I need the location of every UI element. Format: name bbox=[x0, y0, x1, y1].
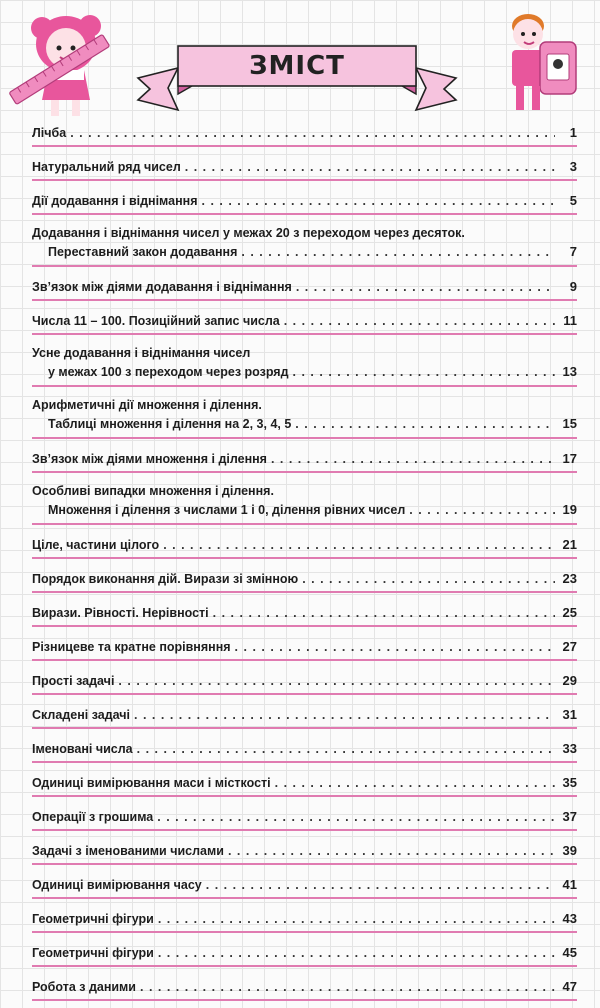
leader-dots bbox=[185, 157, 555, 178]
toc-title: Вирази. Рівності. Нерівності bbox=[32, 606, 209, 620]
toc-page-number: 43 bbox=[562, 911, 577, 926]
toc-page-number: 41 bbox=[562, 877, 577, 892]
toc-title: Операції з грошима bbox=[32, 810, 154, 824]
toc-row bbox=[32, 974, 577, 1001]
leader-dots bbox=[137, 739, 555, 760]
toc-row bbox=[32, 274, 577, 301]
toc-title-line1: Додавання і віднімання чисел у межах 20 з переходом через десяток. bbox=[32, 226, 465, 240]
toc-title: Різницеве та кратне порівняння bbox=[32, 640, 231, 654]
toc-row bbox=[32, 770, 577, 797]
toc-row bbox=[32, 154, 577, 181]
toc-title: Геометричні фігури bbox=[32, 946, 154, 960]
toc-title: Зв’язок між діями множення і ділення bbox=[32, 452, 267, 466]
leader-dots bbox=[118, 671, 555, 692]
toc-title: Ціле, частини цілого bbox=[32, 538, 160, 552]
toc-title: Натуральний ряд чисел bbox=[32, 160, 181, 174]
leader-dots bbox=[241, 243, 555, 261]
toc-row bbox=[32, 342, 577, 387]
toc-page-number: 33 bbox=[562, 741, 577, 756]
toc-page-number: 13 bbox=[562, 364, 577, 379]
leader-dots bbox=[271, 449, 555, 470]
leader-dots bbox=[296, 277, 555, 298]
toc-title: Одиниці вимірювання маси і місткості bbox=[32, 776, 271, 790]
toc-row bbox=[32, 668, 577, 695]
toc-page-number: 11 bbox=[563, 313, 577, 328]
leader-dots bbox=[213, 603, 555, 624]
leader-dots bbox=[202, 191, 556, 212]
toc-page-number: 27 bbox=[562, 639, 577, 654]
toc-page-number: 31 bbox=[562, 707, 577, 722]
leader-dots bbox=[134, 705, 555, 726]
leader-dots bbox=[409, 501, 555, 519]
toc-row bbox=[32, 566, 577, 593]
toc-title: Дії додавання і віднімання bbox=[32, 194, 198, 208]
toc-title: Геометричні фігури bbox=[32, 912, 154, 926]
leader-dots bbox=[157, 807, 555, 828]
toc-page-number: 15 bbox=[562, 416, 577, 431]
toc-row bbox=[32, 702, 577, 729]
toc-title-line2: у межах 100 з переходом через розряд bbox=[48, 365, 289, 379]
leader-dots bbox=[140, 977, 555, 998]
toc-row bbox=[32, 480, 577, 525]
leader-dots bbox=[228, 841, 555, 862]
leader-dots bbox=[284, 311, 555, 332]
toc-page-number: 9 bbox=[569, 279, 577, 294]
toc-title: Прості задачі bbox=[32, 674, 115, 688]
leader-dots bbox=[293, 363, 555, 381]
toc-title-line2: Таблиці множення і ділення на 2, 3, 4, 5 bbox=[48, 417, 292, 431]
leader-dots bbox=[302, 569, 555, 590]
leader-dots bbox=[70, 123, 555, 144]
toc-title: Порядок виконання дій. Вирази зі змінною bbox=[32, 572, 299, 586]
toc-row bbox=[32, 532, 577, 559]
toc-title-line2: Переставний закон додавання bbox=[48, 245, 238, 259]
toc-page-number: 35 bbox=[562, 775, 577, 790]
toc-row bbox=[32, 222, 577, 267]
leader-dots bbox=[158, 943, 555, 964]
toc-row bbox=[32, 736, 577, 763]
toc-row bbox=[32, 906, 577, 933]
toc-page-number: 3 bbox=[569, 159, 577, 174]
toc-page-number: 1 bbox=[569, 125, 577, 140]
toc-page-number: 37 bbox=[562, 809, 577, 824]
toc-page-number: 47 bbox=[562, 979, 577, 994]
toc-title: Складені задачі bbox=[32, 708, 131, 722]
toc-page-number: 25 bbox=[562, 605, 577, 620]
toc-row bbox=[32, 872, 577, 899]
toc-row bbox=[32, 634, 577, 661]
toc-row bbox=[32, 804, 577, 831]
table-of-contents bbox=[32, 120, 577, 1008]
toc-title-line2: Множення і ділення з числами 1 і 0, ділення рівних чисел bbox=[48, 503, 406, 517]
leader-dots bbox=[206, 875, 555, 896]
toc-title: Робота з даними bbox=[32, 980, 136, 994]
toc-title: Зв’язок між діями додавання і віднімання bbox=[32, 280, 292, 294]
leader-dots bbox=[158, 909, 555, 930]
leader-dots bbox=[275, 773, 555, 794]
toc-row bbox=[32, 838, 577, 865]
toc-title: Задачі з іменованими числами bbox=[32, 844, 224, 858]
toc-page-number: 19 bbox=[562, 502, 577, 517]
toc-row bbox=[32, 308, 577, 335]
toc-title: Лічба bbox=[32, 126, 67, 140]
toc-title: Числа 11 – 100. Позиційний запис числа bbox=[32, 314, 280, 328]
leader-dots bbox=[295, 415, 555, 433]
toc-title-line1: Арифметичні дії множення і ділення. bbox=[32, 398, 262, 412]
toc-row bbox=[32, 188, 577, 215]
toc-row bbox=[32, 394, 577, 439]
leader-dots bbox=[235, 637, 555, 658]
leader-dots bbox=[163, 535, 555, 556]
toc-title: Одиниці вимірювання часу bbox=[32, 878, 202, 892]
toc-row bbox=[32, 600, 577, 627]
toc-page-number: 29 bbox=[562, 673, 577, 688]
toc-title: Іменовані числа bbox=[32, 742, 133, 756]
toc-page-number: 21 bbox=[562, 537, 577, 552]
boy-with-backpack-illustration bbox=[484, 4, 594, 116]
toc-page-number: 17 bbox=[562, 451, 577, 466]
toc-title-line1: Особливі випадки множення і ділення. bbox=[32, 484, 274, 498]
toc-row bbox=[32, 446, 577, 473]
toc-page-number: 5 bbox=[569, 193, 577, 208]
toc-page-number: 39 bbox=[562, 843, 577, 858]
toc-page-number: 45 bbox=[562, 945, 577, 960]
toc-title-line1: Усне додавання і віднімання чисел bbox=[32, 346, 251, 360]
girl-with-ruler-illustration bbox=[4, 4, 132, 122]
toc-row bbox=[32, 940, 577, 967]
toc-page-number: 23 bbox=[562, 571, 577, 586]
toc-row bbox=[32, 120, 577, 147]
page-title: ЗМІСТ bbox=[249, 51, 345, 81]
toc-page-number: 7 bbox=[569, 244, 577, 259]
